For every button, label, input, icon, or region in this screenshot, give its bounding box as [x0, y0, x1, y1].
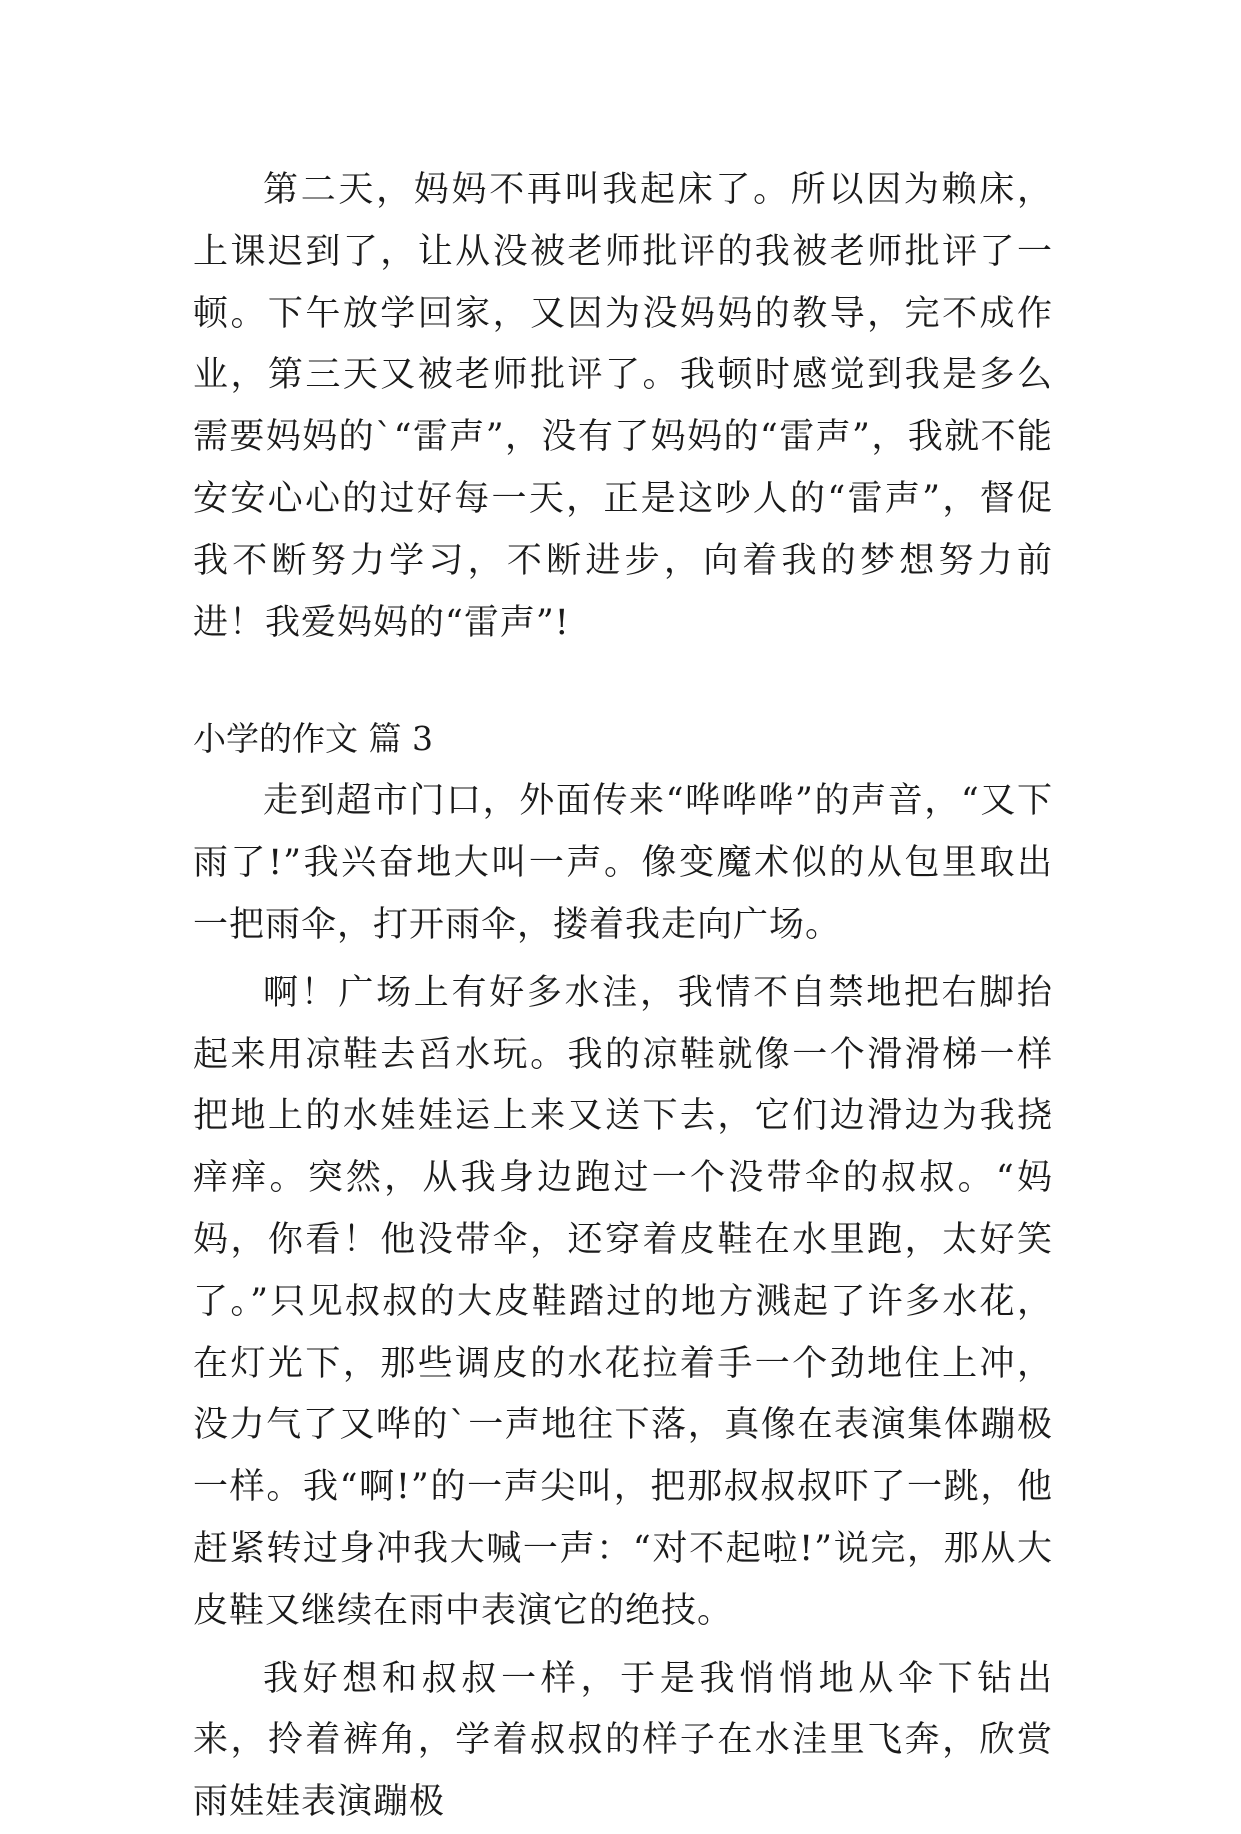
- paragraph: 啊！广场上有好多水洼，我情不自禁地把右脚抬起来用凉鞋去舀水玩。我的凉鞋就像一个滑滑梯一样把地上的水娃娃运上来又送下去，它们边滑边为我挠痒痒。突然，从我身边跑过一个没带伞的叔叔。“妈妈，你看！他没带伞，还穿着皮鞋在水里跑，太好笑了。”只见叔叔的大皮鞋踏过的地方溅起了许多水花，在灯光下，那些调皮的水花拉着手一个劲地住上冲，没力气了又哗的`一声地往下落，真像在表演集体蹦极一样。我“啊!”的一声尖叫，把那叔叔叔吓了一跳，他赶紧转过身冲我大喊一声：“对不起啦!”说完，那从大皮鞋又继续在雨中表演它的绝技。: [193, 972, 1053, 1631]
- paragraph: 我好想和叔叔一样，于是我悄悄地从伞下钻出来，拎着裤角，学着叔叔的样子在水洼里飞奔，欣赏雨娃娃表演蹦极: [193, 1658, 1053, 1823]
- paragraph: 走到超市门口，外面传来“哗哗哗”的声音，“又下雨了!”我兴奋地大叫一声。像变魔术似的从包里取出一把雨伞，打开雨伞，搂着我走向广场。: [193, 781, 1053, 945]
- paragraph-continued: 第二天，妈妈不再叫我起床了。所以因为赖床，上课迟到了，让从没被老师批评的我被老师批评了一顿。下午放学回家，又因为没妈妈的教导，完不成作业，第三天又被老师批评了。我顿时感觉到我是多么需要妈妈的`“雷声”，没有了妈妈的“雷声”，我就不能安安心心的过好每一天，正是这吵人的“雷声”，督促我不断努力学习，不断进步，向着我的梦想努力前进！我爱妈妈的“雷声”!: [193, 170, 1053, 643]
- document-body: [193, 160, 1053, 1834]
- section-heading: 小学的作文 篇 3: [193, 719, 433, 759]
